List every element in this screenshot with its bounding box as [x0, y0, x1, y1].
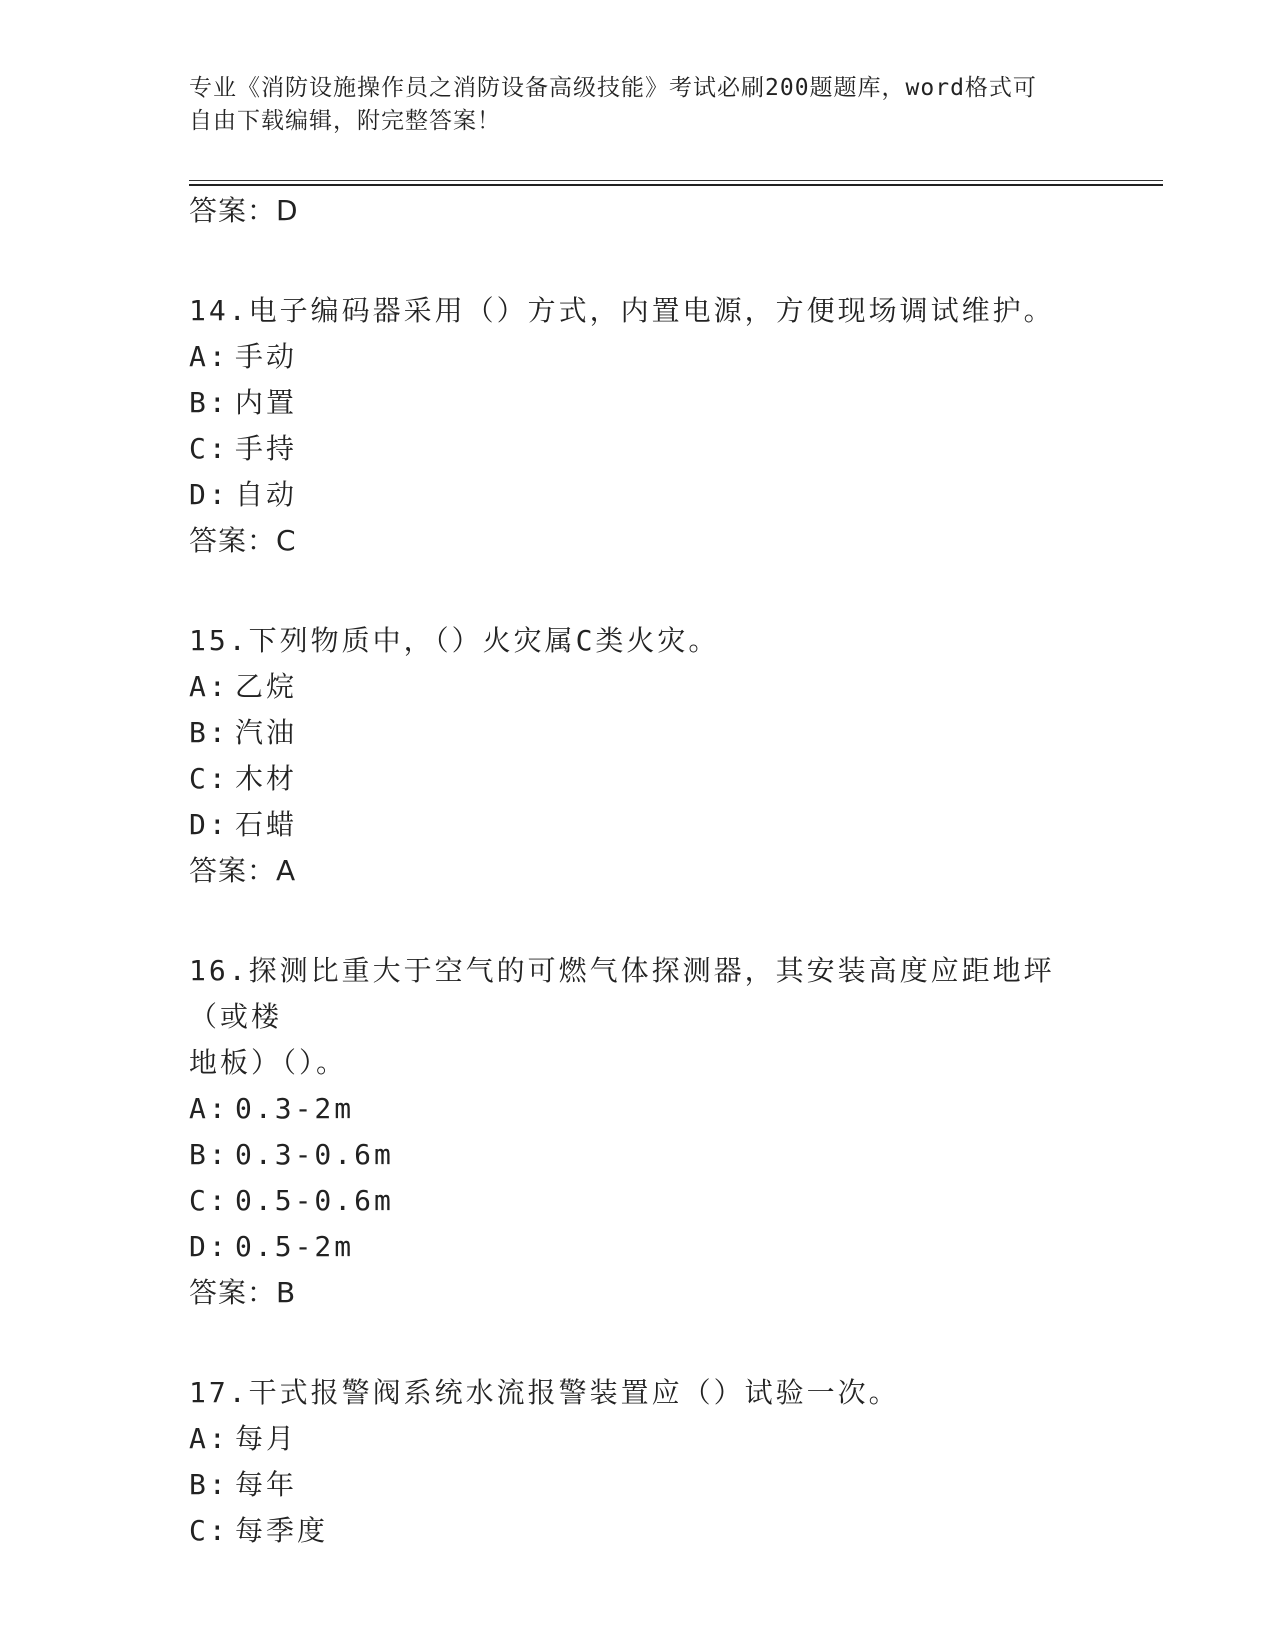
- question-16: [189, 948, 1089, 1316]
- option-text: 内置: [235, 386, 298, 419]
- option-text: 石蜡: [235, 808, 298, 841]
- option-letter: C:: [189, 762, 229, 795]
- question-stem: 15.下列物质中，（）火灾属C类火灾。: [189, 624, 720, 657]
- option-letter: B:: [189, 716, 229, 749]
- header-line-1: 专业《消防设施操作员之消防设备高级技能》考试必刷200题题库，word格式可: [189, 75, 1037, 101]
- option-text: 木材: [235, 762, 298, 795]
- option-b: [189, 1462, 1089, 1508]
- question-stem: [189, 948, 1089, 1086]
- option-letter: C:: [189, 432, 229, 465]
- option-b: [189, 1132, 1089, 1178]
- option-letter: C:: [189, 1514, 229, 1547]
- option-text: 每年: [235, 1468, 298, 1501]
- spacer: [189, 1316, 1089, 1370]
- option-text: 手持: [235, 432, 298, 465]
- option-c: [189, 1508, 1089, 1554]
- question-17: [189, 1370, 1089, 1554]
- option-d: [189, 1224, 1089, 1270]
- header-line-2: 自由下载编辑，附完整答案！: [189, 108, 501, 134]
- option-text: 每月: [235, 1422, 298, 1455]
- option-a: [189, 334, 1089, 380]
- spacer: [189, 234, 1089, 288]
- option-letter: D:: [189, 1230, 229, 1263]
- option-text: 汽油: [235, 716, 298, 749]
- option-b: [189, 380, 1089, 426]
- option-c: [189, 756, 1089, 802]
- option-c: [189, 426, 1089, 472]
- question-stem: 14.电子编码器采用（）方式，内置电源，方便现场调试维护。: [189, 294, 1055, 327]
- option-text: 0.3-0.6m: [235, 1138, 394, 1171]
- previous-answer: 答案：D: [189, 194, 299, 227]
- option-text: 乙烷: [235, 670, 298, 703]
- option-text: 自动: [235, 478, 298, 511]
- spacer: [189, 894, 1089, 948]
- question-stem: 17.干式报警阀系统水流报警装置应（）试验一次。: [189, 1376, 900, 1409]
- option-letter: A:: [189, 1422, 229, 1455]
- question-list: [189, 188, 1089, 1554]
- option-text: 手动: [235, 340, 298, 373]
- option-text: 每季度: [235, 1514, 329, 1547]
- option-c: [189, 1178, 1089, 1224]
- option-letter: D:: [189, 808, 229, 841]
- option-a: [189, 664, 1089, 710]
- option-d: [189, 472, 1089, 518]
- question-answer: 答案：B: [189, 1276, 297, 1309]
- option-letter: A:: [189, 1092, 229, 1125]
- header-divider-thin: [189, 180, 1163, 181]
- option-letter: B:: [189, 1138, 229, 1171]
- option-letter: D:: [189, 478, 229, 511]
- option-letter: A:: [189, 670, 229, 703]
- document-header: [189, 72, 1089, 138]
- option-letter: B:: [189, 1468, 229, 1501]
- option-text: 0.5-2m: [235, 1230, 355, 1263]
- option-letter: C:: [189, 1184, 229, 1217]
- option-text: 0.3-2m: [235, 1092, 355, 1125]
- question-stem-line-2: 地板）（）。: [189, 1046, 348, 1079]
- option-a: [189, 1086, 1089, 1132]
- header-divider-thick: [189, 184, 1163, 186]
- option-text: 0.5-0.6m: [235, 1184, 394, 1217]
- question-15: [189, 618, 1089, 894]
- option-letter: A:: [189, 340, 229, 373]
- question-answer: 答案：C: [189, 524, 297, 557]
- option-b: [189, 710, 1089, 756]
- option-a: [189, 1416, 1089, 1462]
- question-stem-line-1: 16.探测比重大于空气的可燃气体探测器，其安装高度应距地坪（或楼: [189, 954, 1055, 1033]
- question-answer: 答案：A: [189, 854, 297, 887]
- option-letter: B:: [189, 386, 229, 419]
- spacer: [189, 564, 1089, 618]
- option-d: [189, 802, 1089, 848]
- question-14: [189, 288, 1089, 564]
